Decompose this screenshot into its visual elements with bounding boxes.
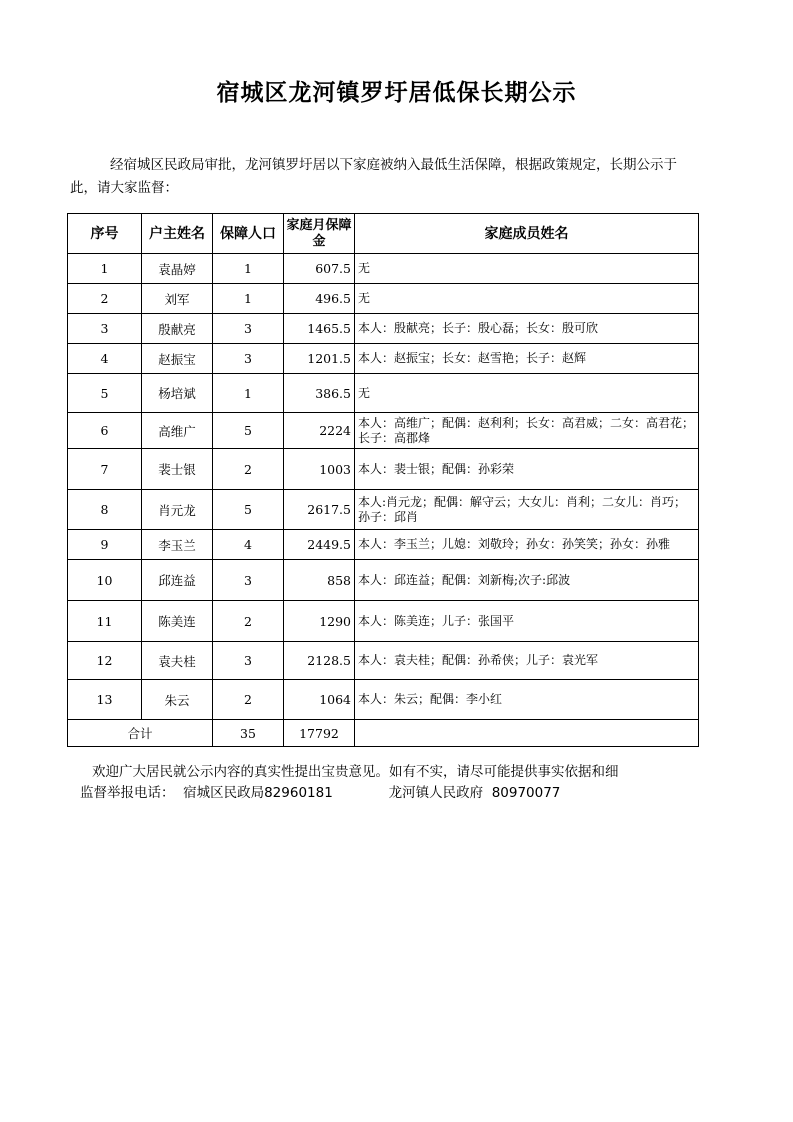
- row-householder: 袁夫桂: [142, 642, 213, 680]
- row-population: 1: [213, 374, 284, 413]
- page-title: 宿城区龙河镇罗圩居低保长期公示: [216, 79, 577, 106]
- row-population: 1: [213, 254, 284, 284]
- row-householder: 殷献亮: [142, 314, 213, 344]
- header-householder: 户主姓名: [142, 214, 213, 254]
- total-label: 合计: [68, 720, 213, 747]
- total-population: 35: [213, 720, 284, 747]
- table-row: [68, 284, 699, 314]
- row-amount: 1064: [284, 680, 355, 720]
- header-members: 家庭成员姓名: [355, 214, 699, 254]
- header-population: 保障人口: [213, 214, 284, 254]
- row-amount: 2617.5: [284, 490, 355, 530]
- row-members: 无: [355, 254, 699, 284]
- row-members: 本人：袁夫桂；配偶：孙希侠；儿子：袁光军: [355, 642, 699, 680]
- row-index: 9: [68, 530, 142, 560]
- row-amount: 2224: [284, 413, 355, 449]
- total-members-empty: [355, 720, 699, 747]
- row-index: 4: [68, 344, 142, 374]
- row-amount: 2128.5: [284, 642, 355, 680]
- intro-paragraph: 经宿城区民政局审批，龙河镇罗圩居以下家庭被纳入最低生活保障，根据政策规定，长期公示于此，请大家监督：: [70, 157, 677, 196]
- footer-phone-civil-affairs: 82960181: [264, 785, 333, 801]
- row-householder: 袁晶婷: [142, 254, 213, 284]
- row-members: 本人：李玉兰；儿媳：刘敬玲；孙女：孙笑笑；孙女：孙雅: [355, 530, 699, 560]
- row-amount: 858: [284, 560, 355, 601]
- table-row: [68, 254, 699, 284]
- row-index: 11: [68, 601, 142, 642]
- table-row: [68, 314, 699, 344]
- row-population: 2: [213, 449, 284, 490]
- header-index: 序号: [68, 214, 142, 254]
- row-householder: 赵振宝: [142, 344, 213, 374]
- table-row: [68, 680, 699, 720]
- header-amount: 家庭月保障 金: [284, 214, 355, 254]
- footer-note: 欢迎广大居民就公示内容的真实性提出宝贵意见。如有不实，请尽可能提供事实依据和细: [92, 764, 619, 780]
- row-members: 本人:肖元龙；配偶：解守云；大女儿：肖利；二女儿：肖巧；孙子：邱肖: [355, 490, 699, 530]
- row-population: 1: [213, 284, 284, 314]
- row-population: 5: [213, 413, 284, 449]
- assistance-table: [67, 213, 699, 747]
- row-population: 5: [213, 490, 284, 530]
- row-index: 13: [68, 680, 142, 720]
- row-population: 2: [213, 601, 284, 642]
- table-row: [68, 490, 699, 530]
- row-population: 3: [213, 642, 284, 680]
- table-row: [68, 642, 699, 680]
- row-population: 3: [213, 344, 284, 374]
- row-householder: 裴士银: [142, 449, 213, 490]
- row-index: 6: [68, 413, 142, 449]
- row-members: 无: [355, 284, 699, 314]
- row-index: 2: [68, 284, 142, 314]
- row-householder: 刘军: [142, 284, 213, 314]
- footer-prefix: 监督举报电话： 宿城区民政局: [80, 785, 265, 801]
- row-members: 本人：陈美连；儿子：张国平: [355, 601, 699, 642]
- row-members: 无: [355, 374, 699, 413]
- row-amount: 1201.5: [284, 344, 355, 374]
- row-index: 3: [68, 314, 142, 344]
- row-householder: 陈美连: [142, 601, 213, 642]
- row-amount: 496.5: [284, 284, 355, 314]
- row-householder: 李玉兰: [142, 530, 213, 560]
- row-index: 12: [68, 642, 142, 680]
- table-row: [68, 344, 699, 374]
- table-header-row: [68, 214, 699, 254]
- footer-phone-town-government: 80970077: [491, 785, 561, 801]
- row-members: 本人：裴士银；配偶：孙彩荣: [355, 449, 699, 490]
- row-population: 3: [213, 560, 284, 601]
- row-members: 本人：朱云；配偶：李小红: [355, 680, 699, 720]
- row-amount: 1465.5: [284, 314, 355, 344]
- total-row: [68, 720, 699, 747]
- row-householder: 肖元龙: [142, 490, 213, 530]
- table-row: [68, 601, 699, 642]
- row-index: 8: [68, 490, 142, 530]
- footer-middle: 龙河镇人民政府: [332, 785, 492, 801]
- row-amount: 386.5: [284, 374, 355, 413]
- table-row: [68, 530, 699, 560]
- row-amount: 1003: [284, 449, 355, 490]
- row-population: 2: [213, 680, 284, 720]
- total-amount: 17792: [284, 720, 355, 747]
- row-householder: 邱连益: [142, 560, 213, 601]
- table-row: [68, 374, 699, 413]
- row-members: 本人：赵振宝；长女：赵雪艳；长子：赵辉: [355, 344, 699, 374]
- table-row: [68, 449, 699, 490]
- row-amount: 607.5: [284, 254, 355, 284]
- row-population: 4: [213, 530, 284, 560]
- table-row: [68, 560, 699, 601]
- row-index: 5: [68, 374, 142, 413]
- row-householder: 朱云: [142, 680, 213, 720]
- row-index: 10: [68, 560, 142, 601]
- row-index: 7: [68, 449, 142, 490]
- footer-contacts: [80, 781, 560, 801]
- row-members: 本人：殷献亮；长子：殷心磊；长女：殷可欣: [355, 314, 699, 344]
- row-householder: 杨培斌: [142, 374, 213, 413]
- row-householder: 高维广: [142, 413, 213, 449]
- table-row: [68, 413, 699, 449]
- row-amount: 2449.5: [284, 530, 355, 560]
- row-members: 本人：邱连益；配偶：刘新梅;次子:邱波: [355, 560, 699, 601]
- row-population: 3: [213, 314, 284, 344]
- row-index: 1: [68, 254, 142, 284]
- row-members: 本人：高维广；配偶：赵利利；长女：高君威；二女：高君花；长子：高郡烽: [355, 413, 699, 449]
- row-amount: 1290: [284, 601, 355, 642]
